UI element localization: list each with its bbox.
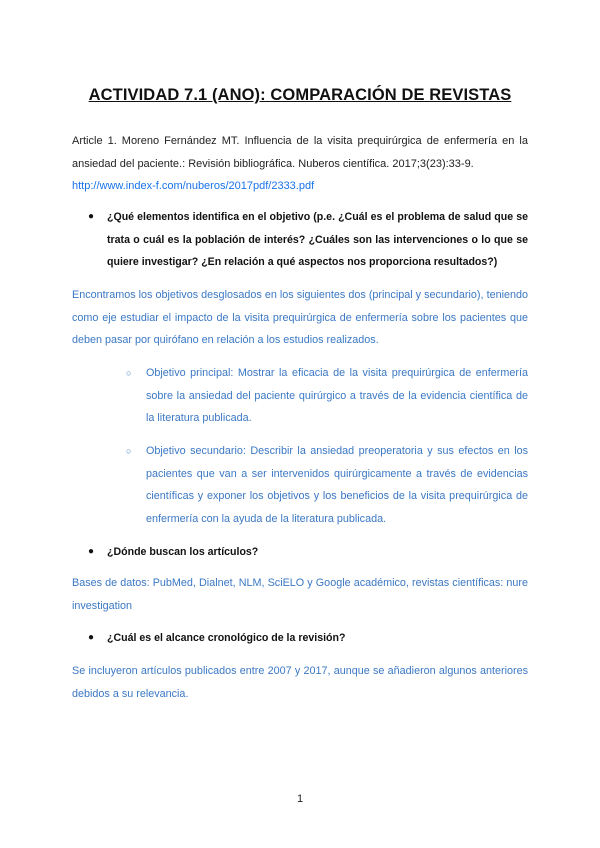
bullet-icon: ● [88, 211, 95, 222]
question-text: ¿Dónde buscan los artículos? [107, 546, 259, 558]
reference-link[interactable]: http://www.index-f.com/nuberos/2017pdf/2333.pdf [72, 180, 315, 192]
page-number: 1 [296, 793, 304, 805]
question-chronology [88, 627, 528, 650]
reference-text: Article 1. Moreno Fernández MT. Influencia de la visita prequirúrgica de enfermería en la ansiedad del paciente.: Revisión bibliográfica. Nuberos científica. 2017;3(23):33-9. [72, 135, 528, 170]
question-sources [88, 541, 528, 564]
circle-bullet-icon: ○ [126, 368, 132, 378]
answer-objective: Encontramos los objetivos desglosados en los siguientes dos (principal y secundario), teniendo como eje estudiar el impacto de la visita prequirúrgica de enfermería sobre los pacientes que deben pasar por quirófano en relación a los estudios realizados. [72, 289, 528, 347]
circle-bullet-icon: ○ [126, 446, 132, 456]
question-text: ¿Qué elementos identifica en el objetivo (p.e. ¿Cuál es el problema de salud que se trata o cuál es la población de interés? ¿Cuáles son las intervenciones o lo que se quiere investigar? ¿En relación a qué aspectos nos proporciona resultados?) [107, 211, 528, 269]
sub-item-text: Objetivo principal: Mostrar la eficacia de la visita prequirúrgica de enfermería sobre la ansiedad del paciente quirúrgico a través de la evidencia científica de la literatura publicada. [146, 367, 528, 425]
bullet-icon: ● [88, 632, 95, 643]
bullet-icon: ● [88, 546, 95, 557]
answer-sources: Bases de datos: PubMed, Dialnet, NLM, SciELO y Google académico, revistas científicas: nure investigation [72, 577, 528, 612]
sub-item-text: Objetivo secundario: Describir la ansiedad preoperatoria y sus efectos en los pacientes que van a ser intervenidos quirúrgicamente a través de evidencias científicas y exponer los objetivos y los beneficios de la visita prequirúrgica de enfermería con la ayuda de la literatura publicada. [146, 445, 528, 525]
question-objective [88, 206, 528, 274]
page-title: ACTIVIDAD 7.1 (ANO): COMPARACIÓN DE REVISTAS [88, 86, 512, 104]
question-text: ¿Cuál es el alcance cronológico de la revisión? [107, 632, 346, 644]
answer-chronology: Se incluyeron artículos publicados entre 2007 y 2017, aunque se añadieron algunos anteriores debidos a su relevancia. [72, 665, 528, 700]
sub-item-objective-secondary [126, 440, 528, 530]
sub-item-objective-principal [126, 362, 528, 430]
article-reference [72, 130, 528, 198]
